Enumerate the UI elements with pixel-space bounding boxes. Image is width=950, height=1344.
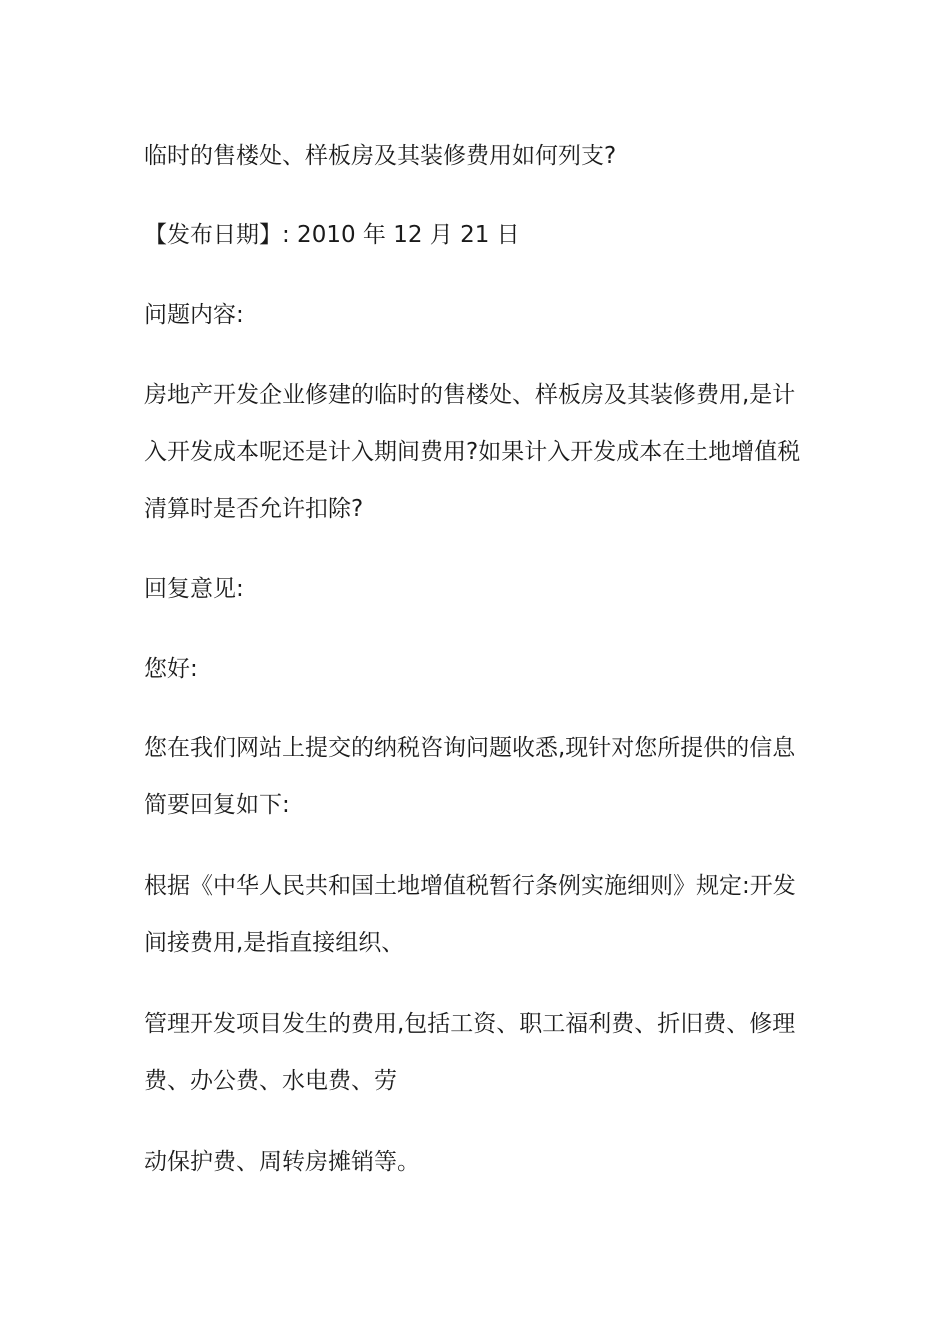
final-paragraph [144,1134,794,1191]
publish-date [144,207,794,264]
title-line: 临时的售楼处、样板房及其装修费用如何列支? [144,143,617,169]
reply-heading [144,561,794,618]
publish-date-line: 【发布日期】: 2010 年 12 月 21 日 [144,222,520,248]
question-heading [144,287,794,344]
rule-line: 根据《中华人民共和国土地增值税暂行条例实施细则》规定:开发 [144,873,796,899]
question-heading-line: 问题内容: [144,302,244,328]
question-line: 房地产开发企业修建的临时的售楼处、样板房及其装修费用,是计 [144,382,796,408]
final-line: 动保护费、周转房摊销等。 [144,1149,420,1175]
reply-heading-line: 回复意见: [144,576,244,602]
intro-line: 您在我们网站上提交的纳税咨询问题收悉,现针对您所提供的信息 [144,735,796,761]
question-paragraph [144,367,801,538]
rule-paragraph [144,858,794,972]
cost-line: 管理开发项目发生的费用,包括工资、职工福利费、折旧费、修理 [144,1011,796,1037]
cost-paragraph [144,996,794,1110]
document-title [144,128,794,185]
greeting [144,641,794,698]
intro-paragraph [144,720,794,834]
rule-line: 间接费用,是指直接组织、 [144,930,405,956]
cost-line: 费、办公费、水电费、劳 [144,1068,397,1094]
question-line: 清算时是否允许扣除? [144,496,364,522]
intro-line: 简要回复如下: [144,792,290,818]
question-line: 入开发成本呢还是计入期间费用?如果计入开发成本在土地增值税 [144,439,801,465]
greeting-line: 您好: [144,656,198,682]
